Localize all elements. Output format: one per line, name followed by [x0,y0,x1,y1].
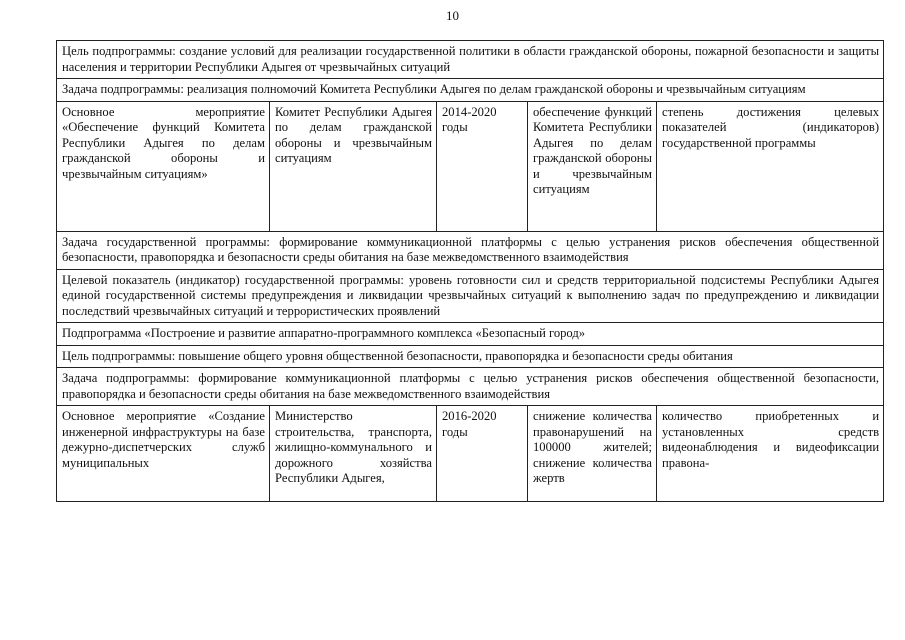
page-number: 10 [446,8,459,23]
subprogram-goal-cell: Цель подпрограммы: повышение общего уровня общественной безопасности, правопорядка и безопасности среды обитания [57,345,884,368]
result-cell: снижение количества правонарушений на 100000 жителей; снижение количества жертв [528,406,657,502]
program-table [56,40,884,502]
subprogram-task-cell: Задача подпрограммы: реализация полномочий Комитета Республики Адыгея по делам гражданской обороны и чрезвычайным ситуациям [57,79,884,102]
result-cell: обеспечение функций Комитета Республики Адыгея по делам гражданской обороны и чрезвычайным ситуациям [528,101,657,231]
activity-cell: Основное мероприятие «Обеспечение функций Комитета Республики Адыгея по делам гражданской обороны и чрезвычайным ситуациям» [57,101,270,231]
period-cell: 2014-2020 годы [437,101,528,231]
table-row [57,406,884,502]
table-row [57,323,884,346]
executor-cell: Комитет Республики Адыгея по делам гражданской обороны и чрезвычайным ситуациям [270,101,437,231]
table-row [57,41,884,79]
table-row [57,345,884,368]
table-row [57,79,884,102]
indicator-cell: количество приобретенных и установленных средств видеонаблюдения и видеофиксации правона- [657,406,884,502]
subprogram-title-cell: Подпрограмма «Построение и развитие аппаратно-программного комплекса «Безопасный город» [57,323,884,346]
subprogram-task-cell: Задача подпрограммы: формирование коммуникационной платформы с целью устранения рисков обеспечения общественной безопасности, правопорядка и безопасности среды обитания на базе межведомственного взаимодействия [57,368,884,406]
table-row [57,231,884,269]
period-cell: 2016-2020 годы [437,406,528,502]
subprogram-goal-cell: Цель подпрограммы: создание условий для реализации государственной политики в области гражданской обороны, пожарной безопасности и защиты населения и территории Республики Адыгея от чрезвычайных ситуаций [57,41,884,79]
program-task-cell: Задача государственной программы: формирование коммуникационной платформы с целью устранения рисков обеспечения общественной безопасности, правопорядка и безопасности среды обитания на базе межведомственного взаимодействия [57,231,884,269]
table-row [57,269,884,323]
target-indicator-cell: Целевой показатель (индикатор) государственной программы: уровень готовности сил и средств территориальной подсистемы Республики Адыгея единой государственной системы предупреждения и ликвидации чрезвычайных ситуаций к выполнению задач по предупреждению и ликвидации последствий чрезвычайных ситуаций и террористических проявлений [57,269,884,323]
executor-cell: Министерство строительства, транспорта, жилищно-коммунального и дорожного хозяйства Республики Адыгея, [270,406,437,502]
activity-cell: Основное мероприятие «Создание инженерной инфраструктуры на базе дежурно-диспетчерских служб муниципальных [57,406,270,502]
table-row [57,368,884,406]
indicator-cell: степень достижения целевых показателей (индикаторов) государственной программы [657,101,884,231]
table-row [57,101,884,231]
